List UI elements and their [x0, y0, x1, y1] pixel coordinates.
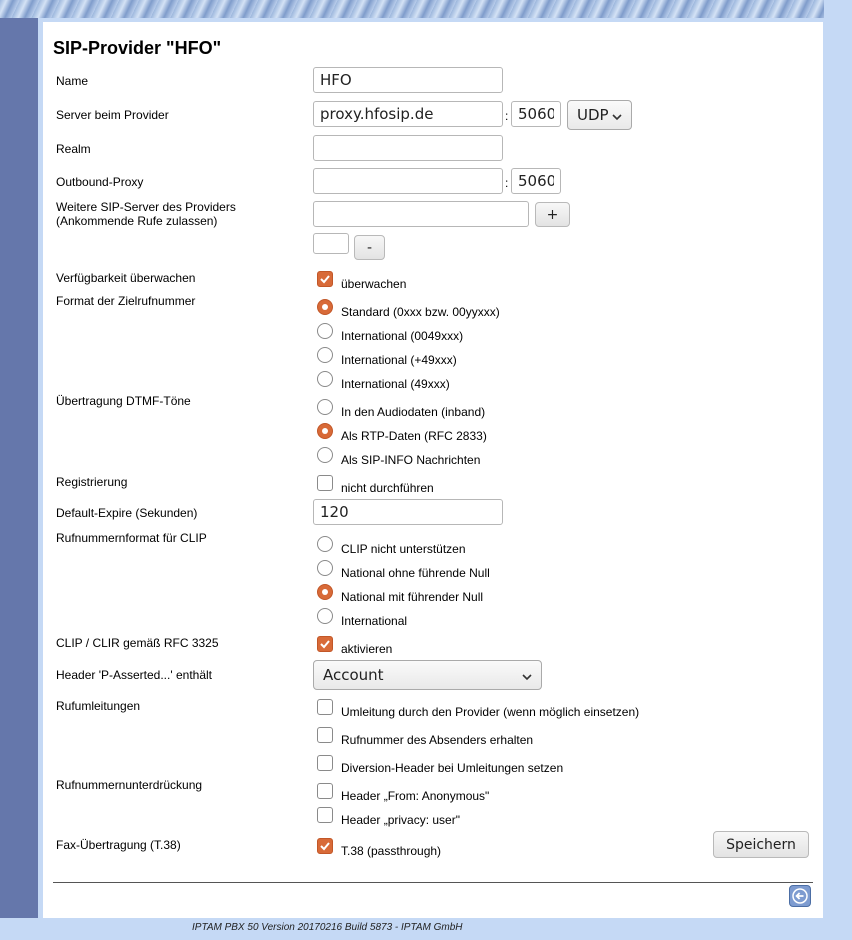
supp-privacy-checkbox[interactable] [317, 807, 333, 823]
label-default-expire: Default-Expire (Sekunden) [56, 506, 198, 520]
label-clip-clir: CLIP / CLIR gemäß RFC 3325 [56, 636, 219, 650]
format-standard-radio[interactable] [317, 299, 333, 315]
label-name: Name [56, 74, 89, 88]
clip-none-radio[interactable] [317, 536, 333, 552]
label-suppression: Rufnummernunterdrückung [56, 778, 203, 792]
main-panel [43, 22, 823, 918]
server-port-input[interactable] [511, 101, 561, 127]
label-fax: Fax-Übertragung (T.38) [56, 838, 181, 852]
transport-select-value: UDP [577, 106, 609, 124]
outbound-port-separator: : [505, 176, 509, 190]
divider [53, 882, 813, 883]
dtmf-sipinfo-radio[interactable] [317, 447, 333, 463]
clip-national-no-zero-label: National ohne führende Null [341, 566, 490, 580]
outbound-proxy-input[interactable] [313, 168, 503, 194]
fax-t38-label: T.38 (passthrough) [341, 844, 442, 858]
left-sidebar-strip [0, 18, 38, 918]
further-server-small-input[interactable] [313, 233, 349, 254]
dtmf-inband-label: In den Audiodaten (inband) [341, 405, 486, 419]
save-button[interactable]: Speichern [713, 831, 809, 858]
format-intl-49-radio[interactable] [317, 371, 333, 387]
clip-clir-checkbox[interactable] [317, 636, 333, 652]
default-expire-input[interactable] [313, 499, 503, 525]
dtmf-rtp-label: Als RTP-Daten (RFC 2833) [341, 429, 487, 443]
add-server-button[interactable]: + [535, 202, 570, 227]
label-number-format: Format der Zielrufnummer [56, 294, 196, 308]
remove-server-button[interactable]: - [354, 235, 385, 260]
label-clip-format: Rufnummernformat für CLIP [56, 531, 207, 545]
p-asserted-select[interactable] [313, 660, 542, 690]
dtmf-sipinfo-label: Als SIP-INFO Nachrichten [341, 453, 481, 467]
redir-diversion-checkbox[interactable] [317, 755, 333, 771]
availability-option-label: überwachen [341, 277, 407, 291]
label-realm: Realm [56, 142, 91, 156]
clip-national-no-zero-radio[interactable] [317, 560, 333, 576]
label-p-asserted: Header 'P-Asserted...' enthält [56, 668, 212, 682]
redir-keep-sender-label: Rufnummer des Absenders erhalten [341, 733, 534, 747]
server-port-separator: : [505, 109, 509, 123]
clip-international-radio[interactable] [317, 608, 333, 624]
clip-national-zero-label: National mit führender Null [341, 590, 484, 604]
label-outbound-proxy: Outbound-Proxy [56, 175, 144, 189]
redir-provider-label: Umleitung durch den Provider (wenn möglich einsetzen) [341, 705, 640, 719]
format-intl-plus49-radio[interactable] [317, 347, 333, 363]
registration-checkbox[interactable] [317, 475, 333, 491]
chevron-down-icon [522, 668, 532, 686]
format-intl-plus49-label: International (+49xxx) [341, 353, 457, 367]
page-title: SIP-Provider "HFO" [53, 38, 222, 58]
arrow-left-icon [792, 888, 808, 909]
back-button[interactable] [789, 885, 811, 907]
outbound-port-input[interactable] [511, 168, 561, 194]
label-further-servers: Weitere SIP-Server des Providers [56, 200, 236, 214]
server-input[interactable] [313, 101, 503, 127]
clip-national-zero-radio[interactable] [317, 584, 333, 600]
dtmf-rtp-radio[interactable] [317, 423, 333, 439]
transport-select[interactable] [567, 100, 632, 130]
chevron-down-icon [612, 108, 622, 126]
registration-option-label: nicht durchführen [341, 481, 434, 495]
name-input[interactable] [313, 67, 503, 93]
format-standard-label: Standard (0xxx bzw. 00yyxxx) [341, 305, 500, 319]
format-intl-0049-label: International (0049xxx) [341, 329, 464, 343]
top-banner [0, 0, 824, 18]
supp-privacy-label: Header „privacy: user" [341, 813, 460, 827]
label-redirections: Rufumleitungen [56, 699, 141, 713]
further-server-input[interactable] [313, 201, 529, 227]
clip-clir-option-label: aktivieren [341, 642, 393, 656]
availability-checkbox[interactable] [317, 271, 333, 287]
clip-international-label: International [341, 614, 408, 628]
footer-version: IPTAM PBX 50 Version 20170216 Build 5873 - IPTAM GmbH [192, 922, 463, 933]
redir-keep-sender-checkbox[interactable] [317, 727, 333, 743]
format-intl-0049-radio[interactable] [317, 323, 333, 339]
dtmf-inband-radio[interactable] [317, 399, 333, 415]
fax-t38-checkbox[interactable] [317, 838, 333, 854]
label-availability: Verfügbarkeit überwachen [56, 271, 196, 285]
label-dtmf: Übertragung DTMF-Töne [56, 394, 191, 408]
format-intl-49-label: International (49xxx) [341, 377, 450, 391]
supp-from-anonymous-label: Header „From: Anonymous" [341, 789, 490, 803]
p-asserted-select-value: Account [323, 666, 384, 684]
label-registration: Registrierung [56, 475, 128, 489]
redir-diversion-label: Diversion-Header bei Umleitungen setzen [341, 761, 564, 775]
clip-none-label: CLIP nicht unterstützen [341, 542, 466, 556]
realm-input[interactable] [313, 135, 503, 161]
redir-provider-checkbox[interactable] [317, 699, 333, 715]
supp-from-anonymous-checkbox[interactable] [317, 783, 333, 799]
label-further-servers-note: (Ankommende Rufe zulassen) [56, 214, 218, 228]
label-server: Server beim Provider [56, 108, 169, 122]
